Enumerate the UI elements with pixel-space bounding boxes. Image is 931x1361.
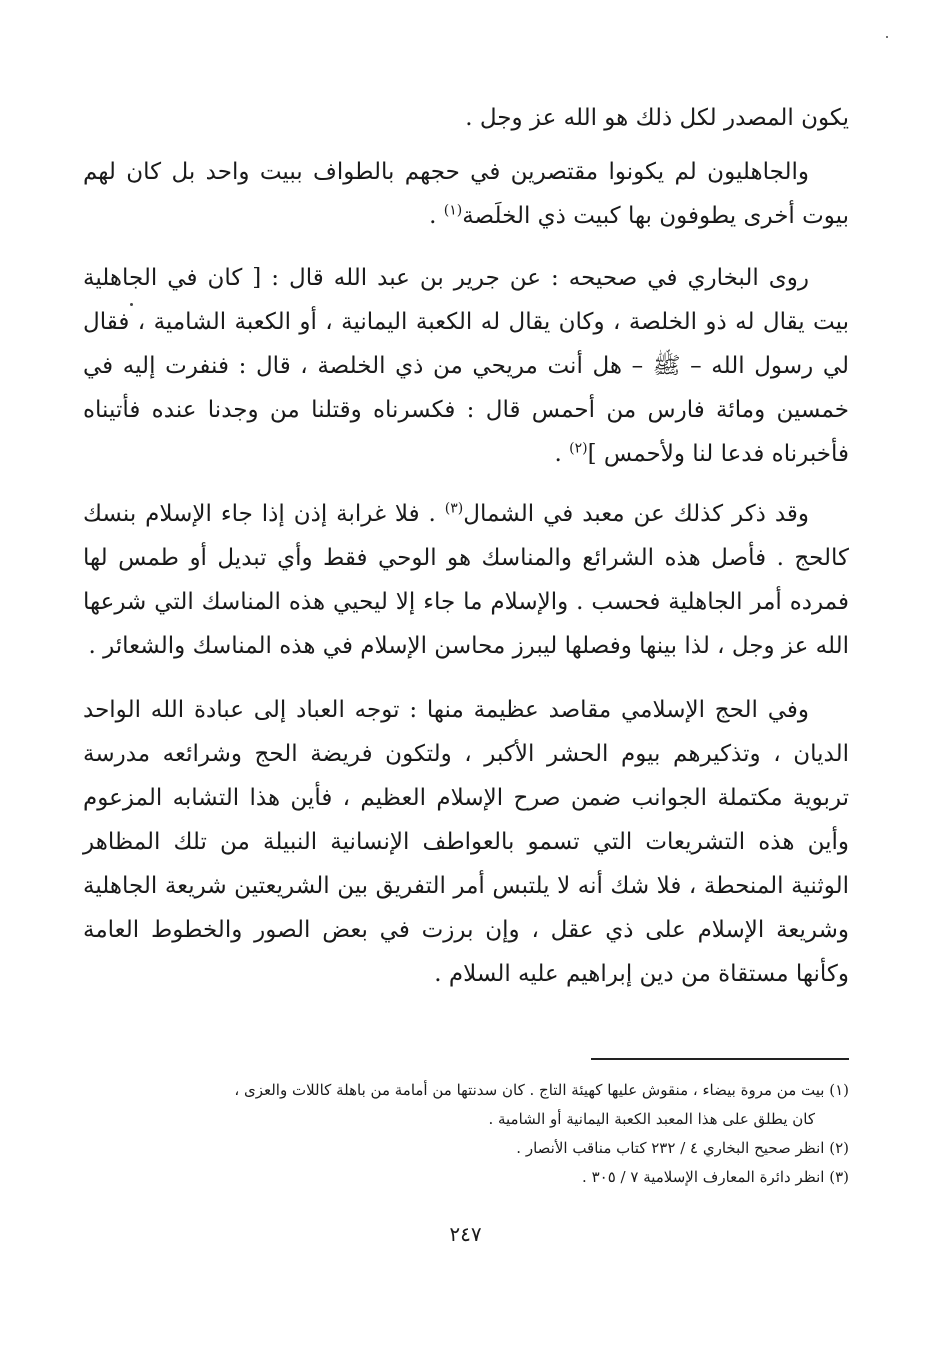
footnote-2 — [83, 1134, 849, 1163]
paragraph-5: وفي الحج الإسلامي مقاصد عظيمة منها : توجه العباد إلى عبادة الله الواحد الديان ، وتذكيرهم بيوم الحشر الأكبر ، ولتكون فريضة الحج وشرائعه مدرسة تربوية مكتملة الجوانب ضمن صرح الإسلام العظيم ، فأين هذا التشابه المزعوم وأين هذه التشريعات التي تسمو بالعواطف الإنسانية النبيلة من تلك المظاهر الوثنية المنحطة ، فلا شك أنه لا يلتبس أمر التفريق بين الشريعتين شريعة الجاهلية وشريعة الإسلام على ذي عقل ، وإن برزت في بعض الصور والخطوط العامة وكأنها مستقاة من دين إبراهيم عليه السلام . — [83, 697, 849, 987]
footnote-1 — [83, 1076, 849, 1105]
main-text — [83, 96, 849, 996]
footnote-1-continuation: كان يطلق على هذا المعبد الكعبة اليمانية أو الشامية . — [488, 1110, 815, 1128]
footnote-text: انظر صحيح البخاري ٤ / ٢٣٢ كتاب مناقب الأنصار . — [516, 1139, 825, 1157]
paragraph-4: وقد ذكر كذلك عن معبد في الشمال$^{(٣)}$ . فلا غرابة إذن إذا جاء الإسلام بنسك كالحج . فأصل هذه الشرائع والمناسك هو الوحي فقط وأي تبديل أو طمس لها فمرده أمر الجاهلية فحسب . والإسلام ما جاء إلا ليحيي هذه المناسك التي شرعها الله عز وجل ، لذا بينها وفصلها ليبرز محاسن الإسلام في هذه المناسك والشعائر . — [83, 500, 849, 659]
page-number: ٢٤٧ — [449, 1222, 482, 1246]
footnote-ref-1: (١) — [443, 202, 463, 219]
footnote-divider — [591, 1058, 849, 1060]
footnote-number: (٣) — [829, 1168, 849, 1186]
footnote-text: انظر دائرة المعارف الإسلامية ٧ / ٣٠٥ . — [582, 1168, 825, 1186]
footnote-text: بيت من مروة بيضاء ، منقوش عليها كهيئة التاج . كان سدنتها من أمامة من باهلة كاللات والعزى ، — [234, 1081, 825, 1099]
footnote-3 — [83, 1163, 849, 1192]
paragraph-2: والجاهليون لم يكونوا مقتصرين في حجهم بالطواف ببيت واحد بل كان لهم بيوت أخرى يطوفون بها كبيت ذي الخلَصة$^{(١)}$ . — [83, 159, 849, 229]
scan-speck — [130, 303, 133, 306]
footnote-ref-2: (٢) — [569, 440, 588, 457]
footnote-ref-3: (٣) — [444, 500, 464, 517]
footnote-number: (١) — [829, 1081, 849, 1099]
paragraph-3: روى البخاري في صحيحه : عن جرير بن عبد الله قال : [ كان في الجاهلية بيت يقال له ذو الخلصة ، وكان يقال له الكعبة اليمانية ، أو الكعبة الشامية ، فقال لي رسول الله – ﷺ – هل أنت مريحي من ذي الخلصة ، قال : فنفرت إليه في خمسين ومائة فارس من أحمس قال : فكسرناه وقتلنا من وجدنا عنده فأتيناه فأخبرناه فدعا لنا ولأحمس ]$^{(٢)}$ . — [83, 265, 849, 467]
scan-speck — [886, 36, 888, 38]
footnote-number: (٢) — [829, 1139, 849, 1157]
paragraph-1: يكون المصدر لكل ذلك هو الله عز وجل . — [465, 105, 849, 131]
footnotes — [83, 1076, 849, 1192]
